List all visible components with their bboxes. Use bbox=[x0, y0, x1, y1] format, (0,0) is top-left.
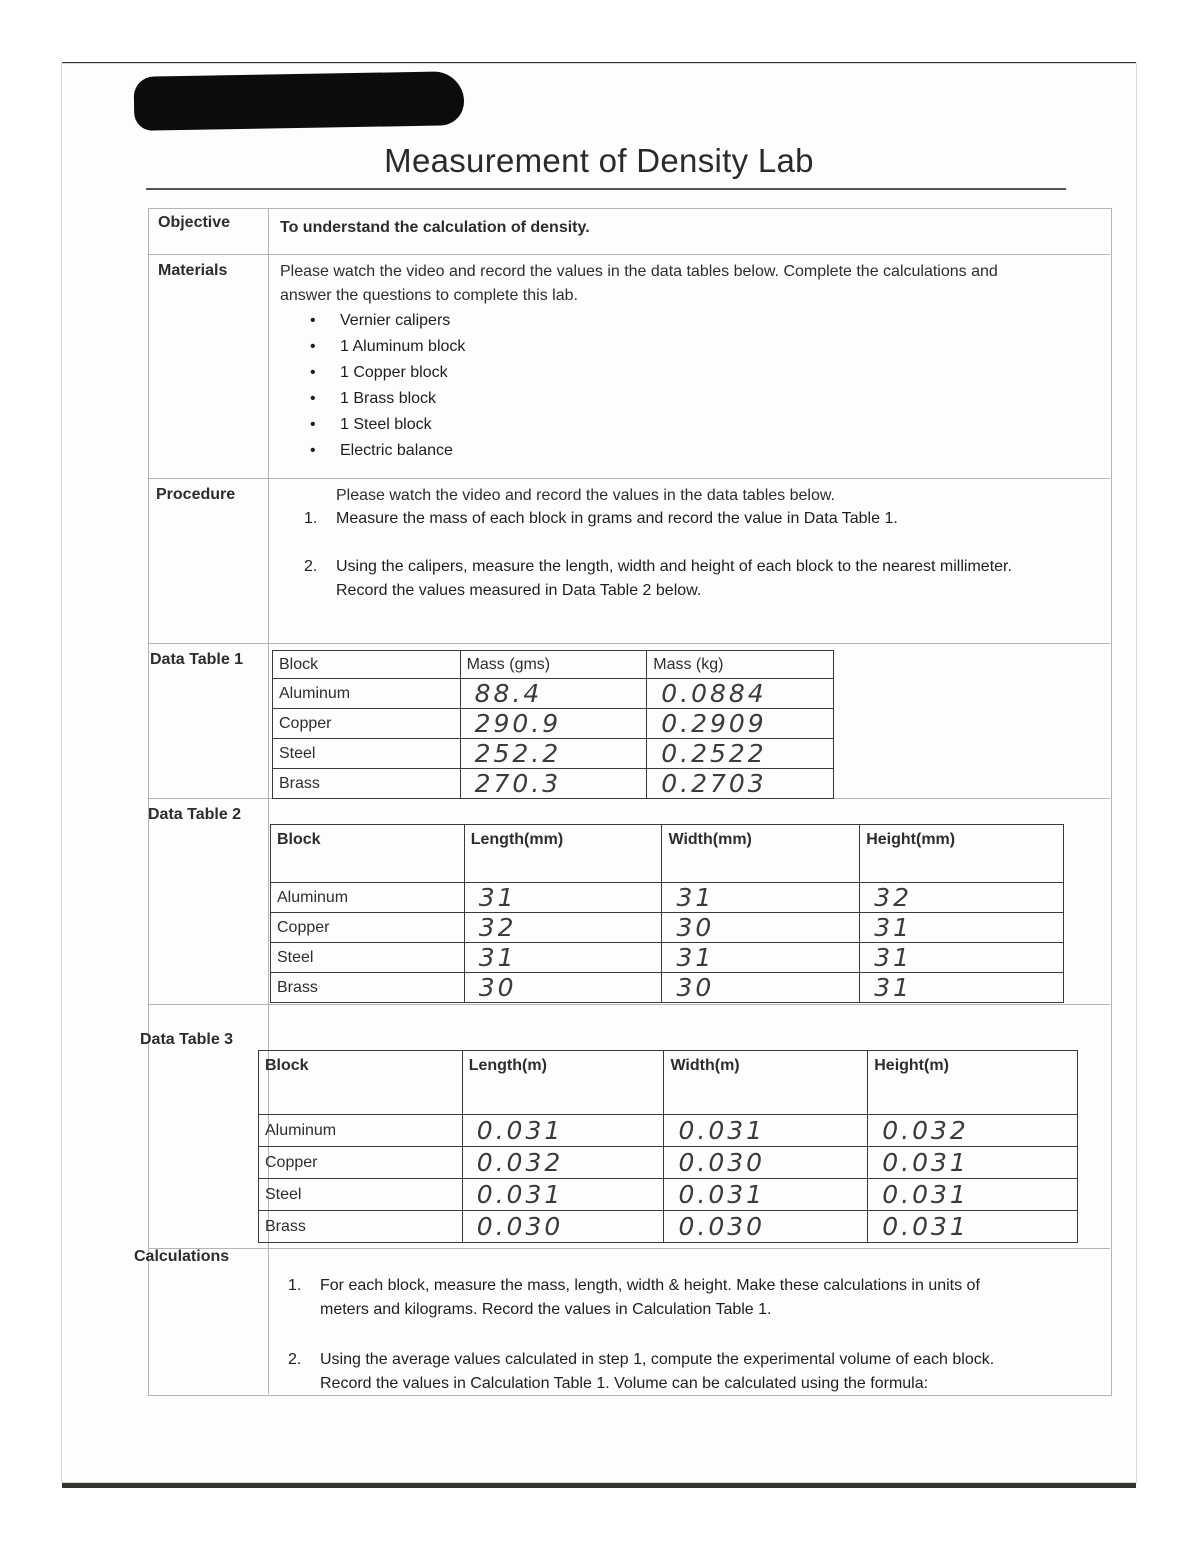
objective-label: Objective bbox=[158, 214, 231, 231]
procedure-steps bbox=[304, 507, 1104, 603]
table-row bbox=[271, 973, 1064, 1003]
list-item: • 1 Brass block bbox=[310, 386, 465, 412]
data-table-3 bbox=[258, 1050, 1078, 1243]
column-header: Block bbox=[273, 651, 461, 679]
table-header-row bbox=[271, 825, 1064, 883]
data-table-2-label: Data Table 2 bbox=[148, 806, 242, 823]
handwritten-value: 88.4 bbox=[460, 679, 647, 709]
handwritten-value: 0.2522 bbox=[647, 739, 834, 769]
column-header: Mass (gms) bbox=[460, 651, 647, 679]
title-underline bbox=[146, 188, 1066, 190]
handwritten-value: 0.030 bbox=[664, 1211, 868, 1243]
row-divider bbox=[148, 478, 1110, 479]
list-item: 1. Measure the mass of each block in grams and record the value in Data Table 1. bbox=[304, 510, 898, 527]
table-row bbox=[273, 739, 834, 769]
page-title: Measurement of Density Lab bbox=[384, 142, 814, 179]
block-name: Aluminum bbox=[271, 883, 465, 913]
objective-text: To understand the calculation of density. bbox=[280, 219, 590, 236]
handwritten-value: 31 bbox=[662, 883, 860, 913]
handwritten-value: 290.9 bbox=[460, 709, 647, 739]
handwritten-value: 0.031 bbox=[868, 1211, 1078, 1243]
materials-label: Materials bbox=[158, 262, 228, 279]
table-row bbox=[259, 1211, 1078, 1243]
column-header: Mass (kg) bbox=[647, 651, 834, 679]
column-header: Width(mm) bbox=[662, 825, 860, 883]
list-item: 2. Using the calipers, measure the length, width and height of each block to the nearest millimeter. Record the values measured in Data Table 2 below. bbox=[304, 558, 1012, 599]
calculations-label: Calculations bbox=[134, 1248, 230, 1265]
block-name: Steel bbox=[271, 943, 465, 973]
column-header: Height(mm) bbox=[860, 825, 1064, 883]
handwritten-value: 0.030 bbox=[664, 1147, 868, 1179]
data-table-1-label: Data Table 1 bbox=[150, 651, 244, 668]
row-divider bbox=[148, 1248, 1110, 1249]
table-row bbox=[273, 769, 834, 799]
list-item: • Electric balance bbox=[310, 438, 465, 464]
table-row bbox=[273, 709, 834, 739]
materials-intro-line1: Please watch the video and record the values in the data tables below. Complete the calculations and bbox=[280, 263, 998, 280]
list-item: 1. For each block, measure the mass, length, width & height. Make these calculations in units of meters and kilograms. Record the values in Calculation Table 1. bbox=[288, 1277, 980, 1318]
handwritten-value: 0.2909 bbox=[647, 709, 834, 739]
row-divider bbox=[148, 254, 1110, 255]
list-item: • Vernier calipers bbox=[310, 308, 465, 334]
handwritten-value: 0.032 bbox=[868, 1115, 1078, 1147]
handwritten-value: 31 bbox=[860, 913, 1064, 943]
data-table-1 bbox=[272, 650, 834, 799]
block-name: Steel bbox=[259, 1179, 463, 1211]
row-divider bbox=[148, 643, 1110, 644]
table-row bbox=[259, 1115, 1078, 1147]
list-item: • 1 Steel block bbox=[310, 412, 465, 438]
handwritten-value: 270.3 bbox=[460, 769, 647, 799]
table-row bbox=[271, 883, 1064, 913]
block-name: Brass bbox=[271, 973, 465, 1003]
handwritten-value: 0.2703 bbox=[647, 769, 834, 799]
block-name: Aluminum bbox=[259, 1115, 463, 1147]
column-header: Block bbox=[259, 1051, 463, 1115]
handwritten-value: 31 bbox=[860, 943, 1064, 973]
materials-list bbox=[310, 308, 465, 464]
block-name: Steel bbox=[273, 739, 461, 769]
column-header: Width(m) bbox=[664, 1051, 868, 1115]
data-table-2 bbox=[270, 824, 1064, 1003]
handwritten-value: 30 bbox=[662, 913, 860, 943]
handwritten-value: 31 bbox=[860, 973, 1064, 1003]
handwritten-value: 30 bbox=[662, 973, 860, 1003]
column-header: Height(m) bbox=[868, 1051, 1078, 1115]
handwritten-value: 0.031 bbox=[462, 1115, 664, 1147]
block-name: Aluminum bbox=[273, 679, 461, 709]
block-name: Copper bbox=[259, 1147, 463, 1179]
column-header: Block bbox=[271, 825, 465, 883]
redacted-name-mark bbox=[134, 71, 465, 131]
table-row bbox=[273, 679, 834, 709]
list-item: • 1 Copper block bbox=[310, 360, 465, 386]
table-header-row bbox=[259, 1051, 1078, 1115]
handwritten-value: 0.031 bbox=[664, 1179, 868, 1211]
worksheet-page bbox=[62, 64, 1136, 1482]
handwritten-value: 31 bbox=[464, 943, 662, 973]
handwritten-value: 0.031 bbox=[868, 1179, 1078, 1211]
table-header-row bbox=[273, 651, 834, 679]
column-header: Length(m) bbox=[462, 1051, 664, 1115]
handwritten-value: 0.030 bbox=[462, 1211, 664, 1243]
materials-intro-line2: answer the questions to complete this lab. bbox=[280, 287, 578, 304]
handwritten-value: 31 bbox=[464, 883, 662, 913]
handwritten-value: 31 bbox=[662, 943, 860, 973]
handwritten-value: 0.031 bbox=[462, 1179, 664, 1211]
block-name: Brass bbox=[273, 769, 461, 799]
data-table-3-label: Data Table 3 bbox=[140, 1031, 234, 1048]
list-item: 2. Using the average values calculated in step 1, compute the experimental volume of each block. Record the values in Calculation Table 1. Volume can be calculated using the formula: bbox=[288, 1351, 995, 1392]
list-item: • 1 Aluminum block bbox=[310, 334, 465, 360]
block-name: Copper bbox=[271, 913, 465, 943]
handwritten-value: 0.032 bbox=[462, 1147, 664, 1179]
calculation-steps bbox=[288, 1274, 1088, 1396]
handwritten-value: 0.031 bbox=[664, 1115, 868, 1147]
handwritten-value: 30 bbox=[464, 973, 662, 1003]
handwritten-value: 252.2 bbox=[460, 739, 647, 769]
handwritten-value: 0.031 bbox=[868, 1147, 1078, 1179]
row-divider bbox=[148, 1004, 1110, 1005]
handwritten-value: 32 bbox=[464, 913, 662, 943]
block-name: Brass bbox=[259, 1211, 463, 1243]
handwritten-value: 0.0884 bbox=[647, 679, 834, 709]
table-row bbox=[259, 1179, 1078, 1211]
column-header: Length(mm) bbox=[464, 825, 662, 883]
handwritten-value: 32 bbox=[860, 883, 1064, 913]
background-top bbox=[0, 0, 1200, 66]
block-name: Copper bbox=[273, 709, 461, 739]
table-row bbox=[259, 1147, 1078, 1179]
procedure-intro: Please watch the video and record the values in the data tables below. bbox=[336, 487, 835, 504]
table-row bbox=[271, 913, 1064, 943]
procedure-label: Procedure bbox=[156, 486, 236, 503]
table-row bbox=[271, 943, 1064, 973]
